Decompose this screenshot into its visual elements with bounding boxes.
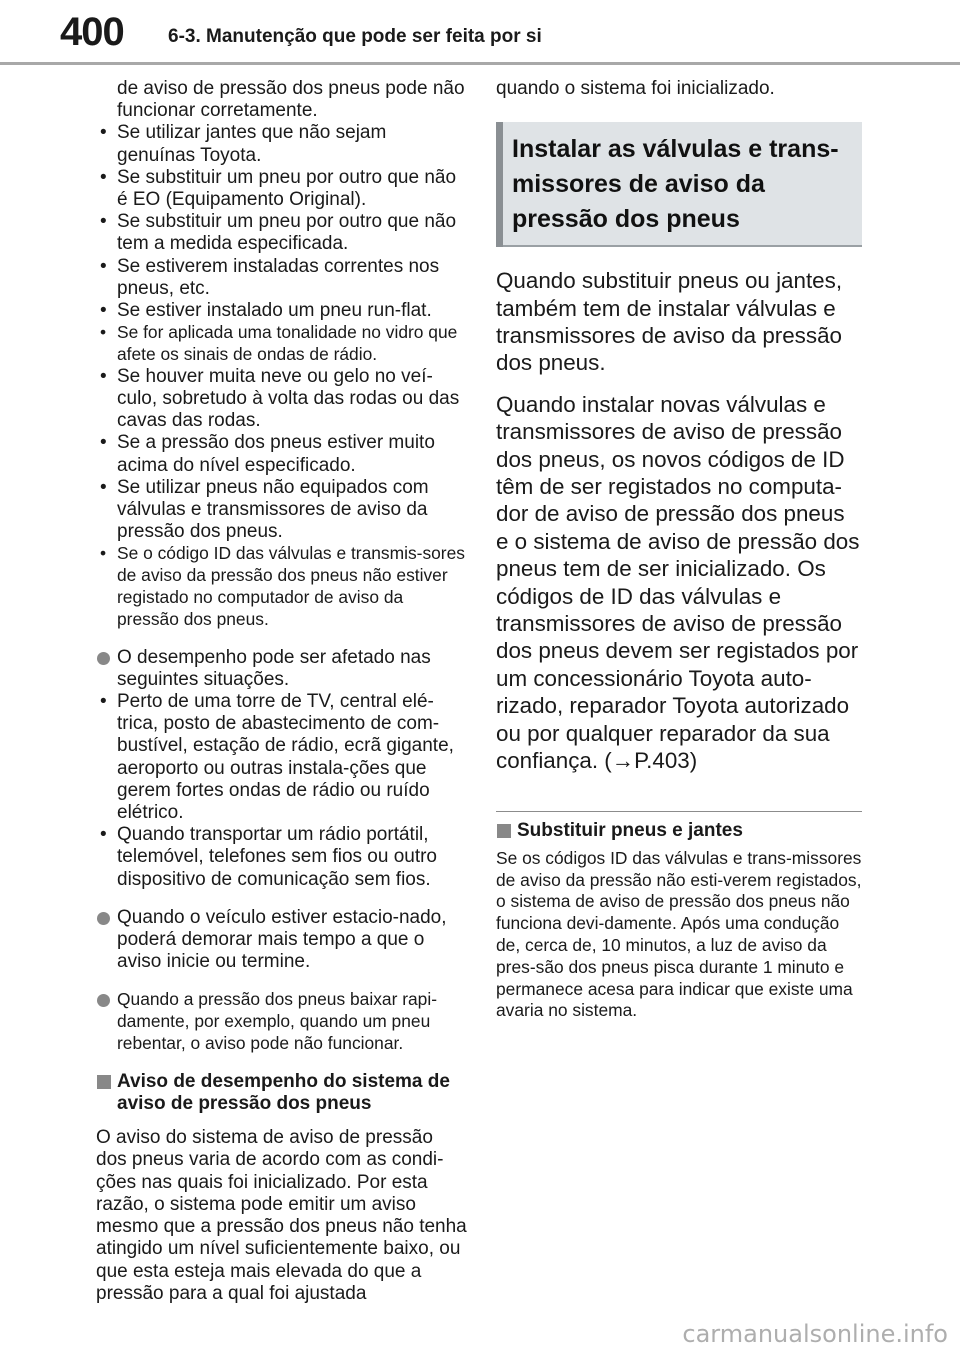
- square-bullet-icon: [497, 824, 511, 838]
- callout-title: Instalar as válvulas e trans-missores de aviso da pressão dos pneus: [512, 135, 839, 234]
- circle-item-text: O desempenho pode ser afetado nas seguintes situações.: [117, 646, 431, 690]
- subheading-replace-wheels: [496, 820, 862, 842]
- list-item: [96, 256, 468, 300]
- bullet-dot-icon: •: [100, 300, 107, 322]
- list-item-text: Se o código ID das válvulas e transmis-sores de aviso da pressão dos pneus não estiver registado no computador de aviso da pressão dos pneus.: [117, 543, 465, 629]
- section-title: 6-3. Manutenção que pode ser feita por si: [168, 26, 542, 47]
- list-item-text: Perto de uma torre de TV, central elé-trica, posto de abastecimento de com-bustível, estação de rádio, ecrã gigante, aeroporto ou outras instala-ções que gerem fortes ondas de rádio ou ruído elétrico.: [117, 691, 454, 824]
- bullet-dot-icon: •: [100, 166, 107, 188]
- left-column: [96, 78, 468, 1305]
- list-item: [96, 543, 468, 630]
- subheading-text: Aviso de desempenho do sistema de aviso de pressão dos pneus: [117, 1070, 450, 1115]
- bullet-dot-icon: •: [100, 476, 107, 498]
- header-rule: [0, 62, 960, 65]
- paragraph-replace-wheels: Se os códigos ID das válvulas e trans-missores de aviso da pressão não esti-verem registados, o sistema de aviso de pressão dos pneus não funciona devi-damente. Após uma condução de, cerca de, 10 minutos, a luz de aviso da pres-são dos pneus pisca durante 1 minuto e permanece acesa para indicar que existe uma avaria no sistema.: [496, 847, 862, 1021]
- bullet-dot-icon: •: [100, 211, 107, 233]
- list-item-text: Se estiver instalado um pneu run-flat.: [117, 300, 432, 322]
- paragraph-install-valves: Quando instalar novas válvulas e transmissores de aviso de pressão dos pneus, os novos códigos de ID têm de ser registados no computa-dor de aviso de pressão dos pneus e o sistema de aviso de pressão dos pneus tem de ser inicializado. Os códigos de ID das válvulas e transmissores de aviso de pressão dos pneus devem ser registados por um concessionário Toyota auto-rizado, reparador Toyota autorizado ou por qualquer reparador da sua confiança. (→P.403): [496, 391, 860, 774]
- circle-bullet-icon: [97, 912, 110, 925]
- list-item: [96, 322, 468, 366]
- list-item-text: Se for aplicada uma tonalidade no vidro que afete os sinais de ondas de rádio.: [117, 322, 458, 365]
- callout-accent-bar: [496, 122, 503, 247]
- section-divider: [496, 811, 862, 812]
- list-item-text: Se a pressão dos pneus estiver muito acima do nível especificado.: [117, 432, 435, 476]
- list-item-text: Se estiverem instaladas correntes nos pneus, etc.: [117, 255, 440, 299]
- bullet-list-interference: [96, 691, 468, 891]
- bullet-dot-icon: •: [100, 365, 107, 387]
- circle-item-performance: [96, 647, 468, 691]
- list-item: [96, 300, 468, 322]
- subheading-text: Substituir pneus e jantes: [517, 819, 743, 841]
- circle-item-text: Quando o veículo estiver estacio-nado, poderá demorar mais tempo a que o aviso inicie ou termine.: [117, 906, 447, 973]
- list-item: [96, 691, 468, 824]
- bullet-dot-icon: •: [100, 543, 107, 564]
- paragraph-warning: O aviso do sistema de aviso de pressão dos pneus varia de acordo com as condi-ções nas quais foi inicializado. Por esta razão, o sistema pode emitir um aviso mesmo que a pressão dos pneus não tenha atingido um nível suficientemente baixo, ou que esta esteja mais elevada do que a pressão para a qual foi ajustada: [96, 1127, 467, 1304]
- subheading-warning-performance: [96, 1071, 468, 1115]
- circle-bullet-icon: [97, 652, 110, 665]
- list-item-text: Se utilizar jantes que não sejam genuínas Toyota.: [117, 122, 387, 166]
- circle-item-rapid-drop: [96, 989, 468, 1054]
- continuation-text: de aviso de pressão dos pneus pode não funcionar corretamente.: [117, 78, 465, 122]
- list-item-text: Quando transportar um rádio portátil, telemóvel, telefones sem fios ou outro dispositivo de comunicação sem fios.: [117, 824, 438, 890]
- list-item-text: Se substituir um pneu por outro que não tem a medida especificada.: [117, 211, 457, 255]
- list-item: [96, 211, 468, 255]
- bullet-dot-icon: •: [100, 691, 107, 713]
- circle-item-parked: [96, 907, 468, 974]
- right-column: [496, 78, 862, 1022]
- list-item: [96, 432, 468, 476]
- list-item: [96, 477, 468, 544]
- list-item-text: Se utilizar pneus não equipados com válvulas e transmissores de aviso da pressão dos pneus.: [117, 476, 429, 543]
- list-item-text: Se houver muita neve ou gelo no veí-culo, sobretudo à volta das rodas ou das cavas das rodas.: [117, 365, 460, 432]
- list-item: [96, 167, 468, 211]
- list-item: [96, 122, 468, 166]
- bullet-list-conditions: [96, 122, 468, 630]
- list-item: [96, 366, 468, 433]
- bullet-dot-icon: •: [100, 122, 107, 144]
- continuation-text: quando o sistema foi inicializado.: [496, 78, 775, 99]
- circle-item-text: Quando a pressão dos pneus baixar rapi-damente, por exemplo, quando um pneu rebentar, o aviso pode não funcionar.: [117, 989, 437, 1054]
- circle-bullet-icon: [97, 994, 110, 1007]
- bullet-dot-icon: •: [100, 322, 107, 343]
- callout-box: [496, 122, 862, 247]
- list-item-text: Se substituir um pneu por outro que não é EO (Equipamento Original).: [117, 166, 457, 211]
- watermark: carmanualsonline.info: [682, 1320, 948, 1348]
- list-item: [96, 824, 468, 891]
- bullet-dot-icon: •: [100, 432, 107, 454]
- bullet-dot-icon: •: [100, 824, 107, 846]
- page-number: 400: [60, 10, 124, 54]
- square-bullet-icon: [97, 1075, 111, 1089]
- page-header: [0, 0, 960, 68]
- bullet-dot-icon: •: [100, 255, 107, 277]
- paragraph-replace-tires: Quando substituir pneus ou jantes, também tem de instalar válvulas e transmissores de aviso da pressão dos pneus.: [496, 268, 843, 376]
